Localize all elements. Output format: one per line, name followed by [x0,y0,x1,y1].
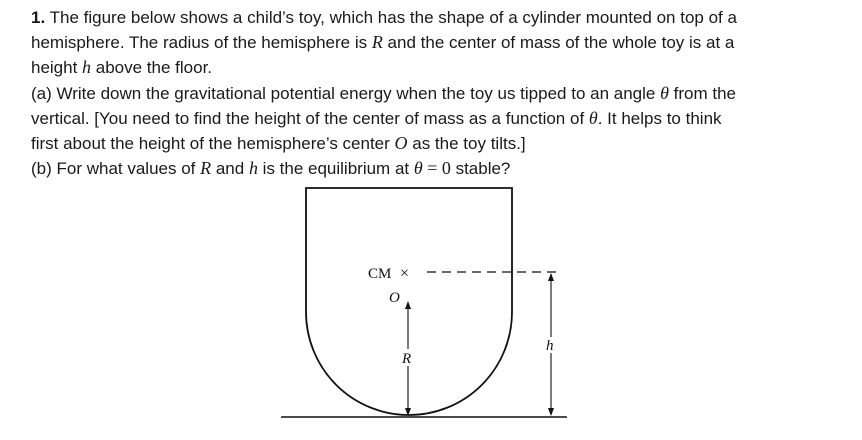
variable-R: R [371,32,383,53]
cm-label: CM [368,266,392,282]
radius-label: R [402,351,412,367]
problem-line-2: hemisphere. The radius of the hemisphere is R and the center of mass of the whole toy is at a [31,32,735,53]
variable-theta: θ [660,82,669,103]
cm-mark: × [400,265,410,282]
part-b-line: (b) For what values of R and h is the equilibrium at θ = 0 stable? [31,158,511,179]
part-a-line-2: vertical. [You need to find the height of the center of mass as a function of θ. It helps to think [31,107,722,128]
variable-h: h [248,158,258,179]
height-label: h [546,338,554,354]
variable-theta: θ [588,107,598,128]
variable-O: O [394,133,408,154]
variable-h: h [82,57,92,78]
variable-theta: θ [413,158,423,179]
problem-line-3: height h above the floor. [31,57,213,78]
part-a-line-3: first about the height of the hemisphere’s center O as the toy tilts.] [31,133,526,154]
center-o-label: O [389,290,400,306]
problem-number: 1. [31,8,46,27]
part-a-line-1: (a) Write down the gravitational potential energy when the toy us tipped to an angle θ from the [31,82,737,103]
toy-outline [306,188,512,415]
variable-R: R [200,158,212,179]
equals-zero: = 0 [422,158,451,179]
problem-line-1: 1. The figure below shows a child’s toy, which has the shape of a cylinder mounted on top of a [31,8,737,27]
